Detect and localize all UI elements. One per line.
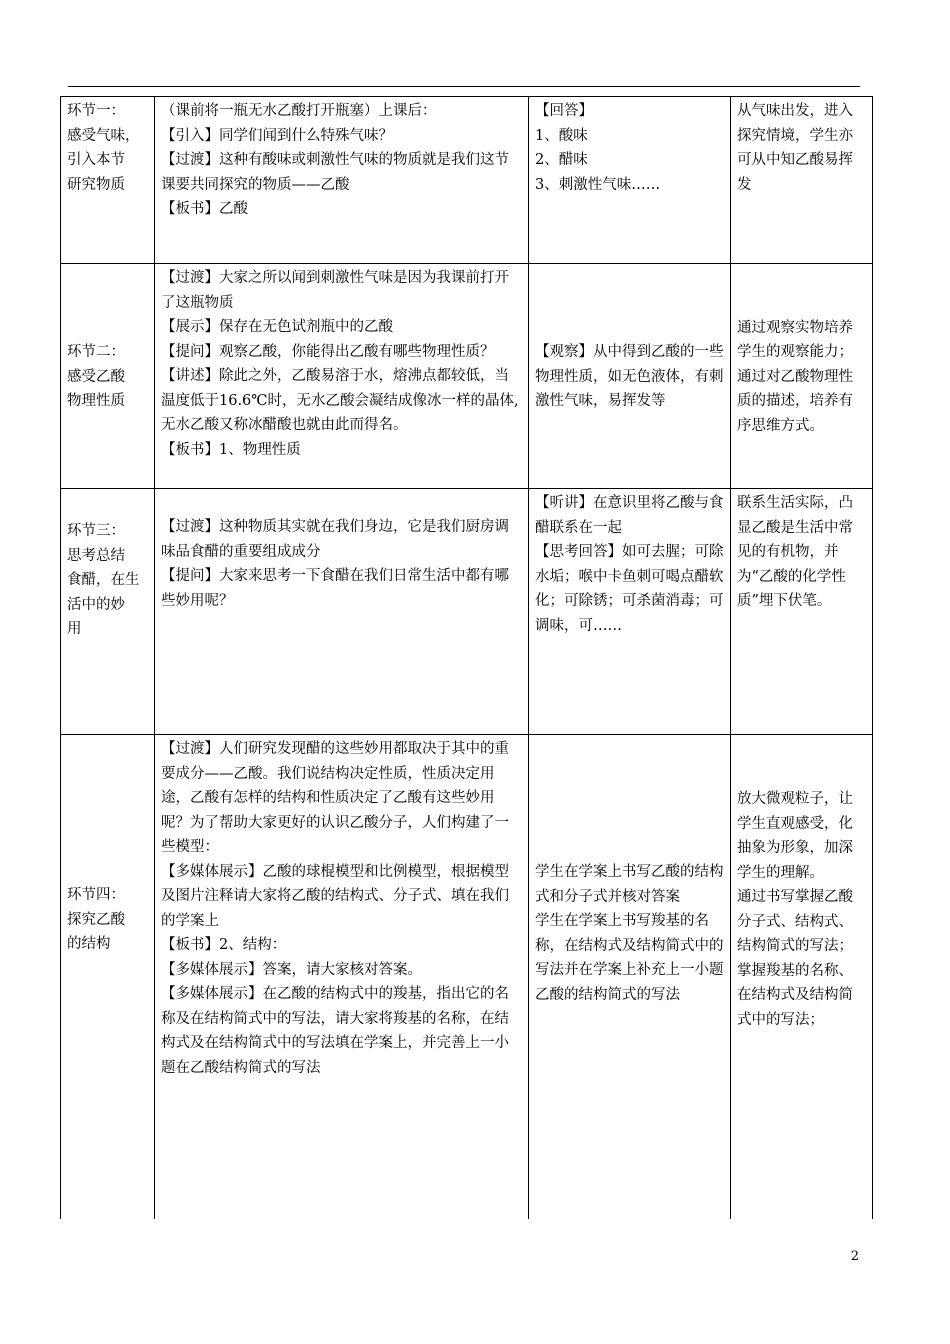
stage-cell: 环节一： 感受气味， 引入本节 研究物质 xyxy=(61,97,155,264)
table-row xyxy=(61,264,873,489)
stage-cell: 环节二： 感受乙酸 物理性质 xyxy=(61,264,155,489)
stage-cell: 环节四： 探究乙酸 的结构 xyxy=(61,735,155,1219)
table-row xyxy=(61,735,873,1219)
table-row xyxy=(61,489,873,735)
design-intent-cell: 从气味出发，进入探究情境，学生亦可从中知乙酸易挥发 xyxy=(731,97,873,264)
design-intent-cell: 联系生活实际，凸显乙酸是生活中常见的有机物，并为“乙酸的化学性质”埋下伏笔。 xyxy=(731,489,873,735)
header-rule xyxy=(68,86,860,87)
student-activity-cell: 【听讲】在意识里将乙酸与食醋联系在一起 【思考回答】如可去腥；可除水垢；喉中卡鱼刺可喝点醋软化；可除锈；可杀菌消毒；可调味，可…… xyxy=(529,489,731,735)
page-number: 2 xyxy=(850,1249,859,1264)
stage-cell: 环节三： 思考总结 食醋，在生 活中的妙 用 xyxy=(61,489,155,735)
lesson-plan-table xyxy=(60,96,873,1219)
teacher-activity-cell: （课前将一瓶无水乙酸打开瓶塞）上课后： 【引入】同学们闻到什么特殊气味？ 【过渡】这种有酸味或刺激性气味的物质就是我们这节课要共同探究的物质——乙酸 【板书】乙酸 xyxy=(155,97,529,264)
teacher-activity-cell: 【过渡】这种物质其实就在我们身边，它是我们厨房调味品食醋的重要组成成分 【提问】大家来思考一下食醋在我们日常生活中都有哪些妙用呢？ xyxy=(155,489,529,735)
student-activity-cell: 学生在学案上书写乙酸的结构式和分子式并核对答案 学生在学案上书写羧基的名称，在结构式及结构简式中的写法并在学案上补充上一小题乙酸的结构简式的写法 xyxy=(529,735,731,1219)
design-intent-cell: 通过观察实物培养学生的观察能力；通过对乙酸物理性质的描述，培养有序思维方式。 xyxy=(731,264,873,489)
student-activity-cell: 【回答】 1、酸味 2、醋味 3、刺激性气味…… xyxy=(529,97,731,264)
table-row xyxy=(61,97,873,264)
design-intent-cell: 放大微观粒子，让学生直观感受，化抽象为形象，加深学生的理解。 通过书写掌握乙酸分子式、结构式、结构简式的写法；掌握羧基的名称、在结构式及结构简式中的写法； xyxy=(731,735,873,1219)
teacher-activity-cell: 【过渡】人们研究发现醋的这些妙用都取决于其中的重要成分——乙酸。我们说结构决定性质，性质决定用途，乙酸有怎样的结构和性质决定了乙酸有这些妙用呢？为了帮助大家更好的认识乙酸分子，人们构建了一些模型： 【多媒体展示】乙酸的球棍模型和比例模型，根据模型及图片注释请大家将乙酸的结构式、分子式、填在我们的学案上 【板书】2、结构： 【多媒体展示】答案，请大家核对答案。 【多媒体展示】在乙酸的结构式中的羧基，指出它的名称及在结构简式中的写法，请大家将羧基的名称，在结构式及在结构简式中的写法填在学案上，并完善上一小题在乙酸结构简式的写法 xyxy=(155,735,529,1219)
teacher-activity-cell: 【过渡】大家之所以闻到刺激性气味是因为我课前打开了这瓶物质 【展示】保存在无色试剂瓶中的乙酸 【提问】观察乙酸，你能得出乙酸有哪些物理性质？ 【讲述】除此之外，乙酸易溶于水，熔沸点都较低，当温度低于16.6℃时，无水乙酸会凝结成像冰一样的晶体,无水乙酸又称冰醋酸也就由此而得名。 【板书】1、物理性质 xyxy=(155,264,529,489)
student-activity-cell: 【观察】从中得到乙酸的一些物理性质，如无色液体，有刺激性气味，易挥发等 xyxy=(529,264,731,489)
